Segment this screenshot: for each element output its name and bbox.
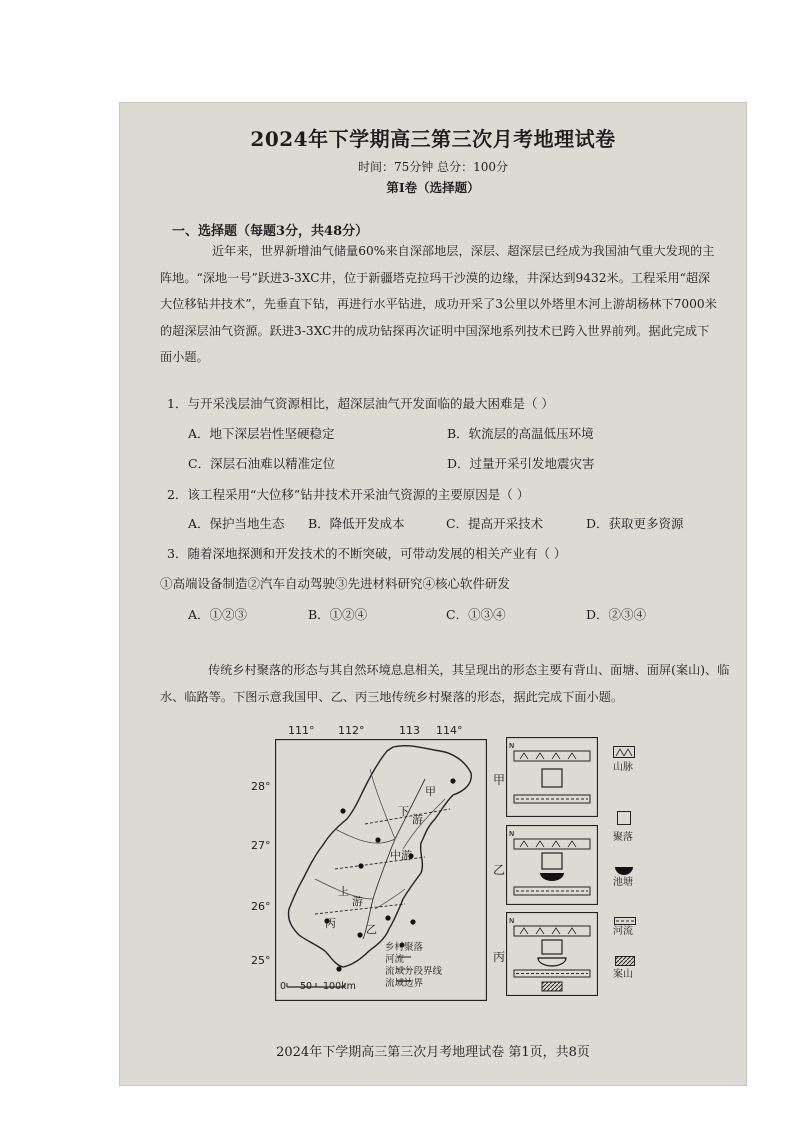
lon-label-113: 113: [399, 724, 420, 737]
q3-option-a: A．①②③: [188, 607, 248, 622]
svg-text:N: N: [509, 917, 515, 925]
basin-map: [275, 739, 487, 1001]
diagram-label-jia: 甲: [493, 773, 506, 787]
q2-option-a: A．保护当地生态: [188, 516, 285, 531]
legend-settlement-label: 聚落: [613, 832, 633, 843]
scale-50: 50: [300, 981, 313, 992]
map-legend-segment: 流域分段界线: [385, 966, 443, 977]
symbol-settlement-icon: [617, 811, 631, 825]
q2-option-b: B．降低开发成本: [308, 516, 405, 531]
lon-label-111: 111°: [288, 724, 315, 737]
region-label-shang: 上: [338, 885, 349, 898]
page-footer: 2024年下学期高三第三次月考地理试卷 第1页，共8页: [276, 1045, 590, 1060]
q3-option-d: D．②③④: [586, 607, 647, 622]
q3-option-b: B．①②④: [308, 607, 368, 622]
map-legend-boundary: 流域边界: [385, 978, 424, 989]
q1-option-a: A．地下深层岩性坚硬稳定: [188, 426, 335, 441]
diagram-label-yi: 乙: [493, 863, 506, 877]
settlement-diagram-yi: [506, 825, 598, 909]
lat-label-27: 27°: [251, 839, 271, 852]
passage-2: 传统乡村聚落的形态与其自然环境息息相关，其呈现出的形态主要有背山、面塘、面屏(案山)、临水、临路等。下图示意我国甲、乙、丙三地传统乡村聚落的形态，据此完成下面小题。: [160, 663, 730, 704]
basin-map-svg: [275, 739, 487, 1001]
region-label-yi: 乙: [366, 923, 377, 936]
region-label-zhongyou: 中游: [390, 849, 412, 862]
passage-1: 近年来，世界新增油气储量60%来自深部地层，深层、超深层已经成为我国油气重大发现的主阵地。“深地一号”跃进3-3XC井，位于新疆塔克拉玛干沙漠的边缘，井深达到9432米。工程采用“超深大位移钻井技术”，先垂直下钻，再进行水平钻进，成功开采了3公里以外塔里木河上游胡杨林下7000米的超深层油气资源。跃进3-3XC井的成功钻探再次证明中国深地系列技术已跨入世界前列。据此完成下面小题。: [160, 244, 717, 365]
region-label-bing: 丙: [325, 917, 336, 930]
lat-label-28: 28°: [251, 780, 271, 793]
map-legend-river: 河流: [385, 954, 405, 965]
legend-river-label: 河流: [613, 926, 633, 937]
lat-label-26: 26°: [251, 900, 271, 913]
legend-screen-hill-label: 案山: [613, 969, 633, 980]
q1-option-c: C．深层石油难以精准定位: [188, 456, 336, 471]
diagram-label-bing: 丙: [493, 950, 506, 964]
legend-pond-label: 池塘: [613, 877, 633, 888]
lon-label-112: 112°: [338, 724, 365, 737]
q3-option-c: C．①③④: [446, 607, 506, 622]
lat-label-25: 25°: [251, 954, 271, 967]
settlement-diagram-bing: [506, 912, 598, 1000]
map-legend-village: 乡村聚落: [385, 942, 424, 953]
q1-option-b: B．软流层的高温低压环境: [447, 426, 594, 441]
settlement-diagram-jia: [506, 737, 598, 821]
q2-option-c: C．提高开采技术: [446, 516, 544, 531]
basin-boundary: [288, 746, 471, 967]
q2-option-d: D．获取更多资源: [586, 516, 684, 531]
legend-mountain-label: 山脉: [613, 762, 633, 773]
scale-100km: 100km: [323, 981, 356, 992]
exam-page: [120, 103, 746, 1085]
exam-title: 2024年下学期高三第三次月考地理试卷: [250, 127, 616, 151]
region-label-jia: 甲: [425, 785, 436, 798]
lon-label-114: 114°: [436, 724, 463, 737]
svg-text:N: N: [509, 742, 515, 750]
part-title: 第Ⅰ卷（选择题）: [386, 180, 480, 195]
region-label-you2: 游: [352, 895, 363, 908]
question-2-stem: 2．该工程采用“大位移”钻井技术开采油气资源的主要原因是（ ）: [167, 487, 530, 502]
exam-meta: 时间：75分钟 总分：100分: [358, 160, 508, 174]
question-3-items: ①高端设备制造②汽车自动驾驶③先进材料研究④核心软件研发: [160, 576, 511, 591]
region-label-xia: 下: [398, 805, 409, 818]
section-title: 一、选择题（每题3分，共48分）: [172, 224, 369, 239]
scale-0: 0: [280, 981, 287, 992]
question-3-stem: 3．随着深地探测和开发技术的不断突破，可带动发展的相关产业有（ ）: [167, 546, 567, 561]
q1-option-d: D．过量开采引发地震灾害: [447, 456, 595, 471]
region-label-you1: 游: [412, 813, 423, 826]
svg-text:N: N: [509, 830, 515, 838]
question-1-stem: 1．与开采浅层油气资源相比，超深层油气开发面临的最大困难是（ ）: [167, 396, 554, 411]
